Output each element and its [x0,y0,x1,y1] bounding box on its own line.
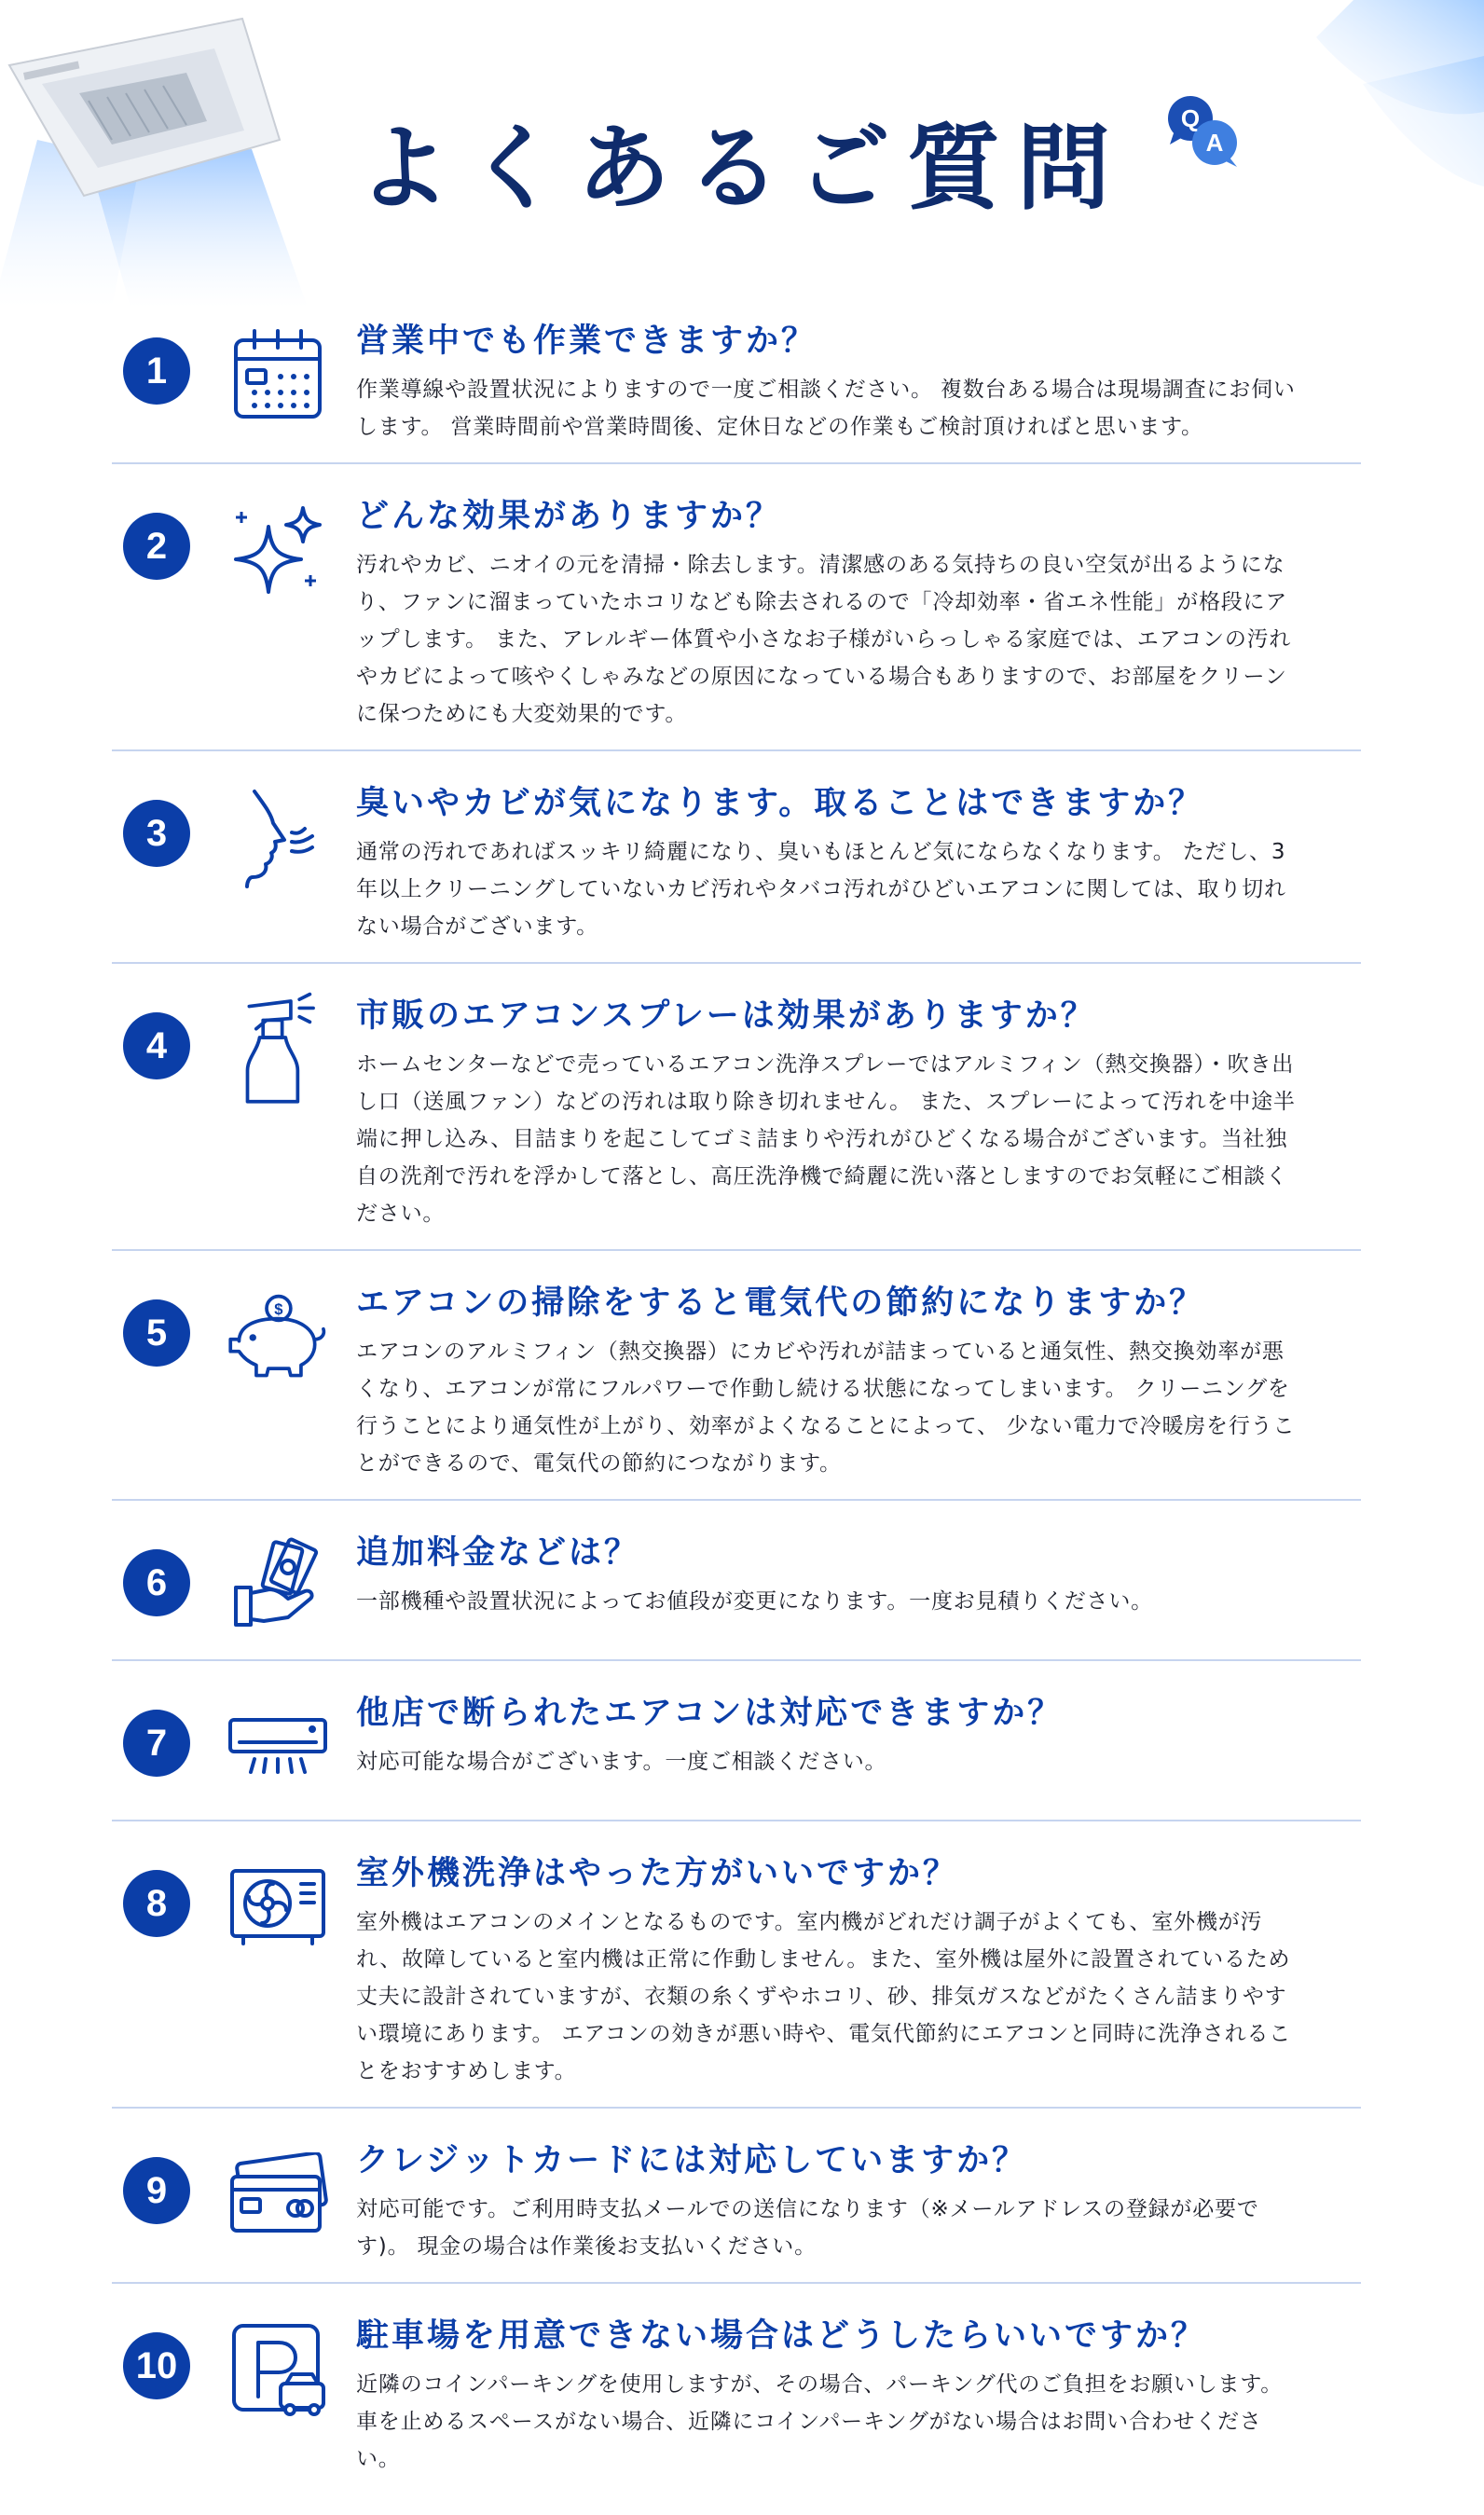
faq-answer: 作業導線や設置状況によりますので一度ご相談ください。 複数台ある場合は現場調査にお伺いします。 営業時間前や営業時間後、定休日などの作業もご検討頂ければと思います。 [356,378,1296,439]
faq-number: 1 [123,337,190,405]
faq-answer: ホームセンターなどで売っているエアコン洗浄スプレーではアルミフィン（熱交換器）・吹き出し口（送風ファン）などの汚れは取り除き切れません。 また、スプレーによって汚れを中途半端に押し込み、目詰まりを起こしてゴミ詰まりや汚れがひどくなる場合がございます。当社独自の洗剤で汚れを浮かして落とし、高圧洗浄機で綺麗に洗い落としますのでお気軽にご相談ください。 [356,1052,1296,1226]
faq-answer: 近隣のコインパーキングを使用しますが、その場合、パーキング代のご負担をお願いします。 車を止めるスペースがない場合、近隣にコインパーキングがない場合はお問い合わせください。 [356,2372,1284,2471]
faq-number: 3 [123,800,190,867]
faq-question: 他店で断られたエアコンは対応できますか？ [356,1695,1064,1732]
faq-item-2 [112,485,1361,751]
faq-item-3 [112,772,1361,964]
faq-question: 市販のエアコンスプレーは効果がありますか？ [356,997,1096,1035]
spray-bottle-icon [222,994,334,1106]
faq-number: 6 [123,1549,190,1616]
faq-question: 臭いやカビが気になります。取ることはできますか？ [356,785,1204,822]
faq-question: 追加料金などは？ [356,1534,640,1572]
faq-item-6 [112,1521,1361,1661]
faq-number: 7 [123,1710,190,1777]
faq-question: 営業中でも作業できますか？ [356,323,818,360]
air-conditioner-icon [222,1691,334,1803]
faq-question: どんな効果がありますか？ [356,498,782,535]
faq-number: 2 [123,513,190,580]
sparkle-icon [222,494,334,606]
faq-number: 8 [123,1870,190,1937]
faq-number: 10 [123,2332,190,2399]
faq-number: 9 [123,2157,190,2224]
faq-item-9 [112,2129,1361,2284]
faq-item-8 [112,1842,1361,2109]
faq-list [112,309,1361,2515]
faq-question: 駐車場を用意できない場合はどうしたらいいですか？ [356,2317,1207,2355]
faq-answer: 通常の汚れであればスッキリ綺麗になり、臭いもほとんど気にならなくなります。 ただし、3年以上クリーニングしていないカビ汚れやタバコ汚れがひどいエアコンに関しては、取り切れない場合がございます。 [356,840,1286,939]
page-header [0,93,1484,242]
faq-answer: 対応可能な場合がございます。一度ご相談ください。 [356,1750,887,1774]
faq-item-1 [112,309,1361,464]
badge-a: A [1205,129,1224,157]
faq-answer: 一部機種や設置状況によってお値段が変更になります。一度お見積りください。 [356,1589,1153,1614]
faq-item-10 [112,2304,1361,2494]
badge-q: Q [1180,104,1201,132]
money-hand-icon [222,1531,334,1642]
faq-question: 室外機洗浄はやった方がいいですか？ [356,1855,959,1892]
face-smell-icon [222,781,334,893]
faq-number: 4 [123,1012,190,1079]
piggy-bank-icon [222,1281,334,1393]
faq-answer: 室外機はエアコンのメインとなるものです。室内機がどれだけ調子がよくても、室外機が汚れ、故障していると室内機は正常に作動しません。また、室外機は屋外に設置されているため丈夫に設計されていますが、衣類の糸くずやホコリ、砂、排気ガスなどがたくさん詰まりやすい環境にあります。 エアコンの効きが悪い時や、電気代節約にエアコンと同時に洗浄されることをおすすめします。 [356,1910,1292,2083]
faq-question: エアコンの掃除をすると電気代の節約になりますか？ [356,1285,1205,1322]
faq-item-4 [112,984,1361,1251]
faq-question: クレジットカードには対応していますか？ [356,2142,1028,2179]
faq-number: 5 [123,1299,190,1367]
faq-answer: エアコンのアルミフィン（熱交換器）にカビや汚れが詰まっていると通気性、熱交換効率が悪くなり、エアコンが常にフルパワーで作動し続ける状態になってしまいます。 クリーニングを行うことにより通気性が上がり、効率がよくなることによって、 少ない電力で冷暖房を行うことができるので、電気代の節約につながります。 [356,1340,1296,1476]
parking-icon [222,2314,334,2426]
page-title: よくあるご質問 [357,113,1127,223]
faq-answer: 汚れやカビ、ニオイの元を清掃・除去します。清潔感のある気持ちの良い空気が出るようになり、ファンに溜まっていたホコリなども除去されるので「冷却効率・省エネ性能」が格段にアップします。 また、アレルギー体質や小さなお子様がいらっしゃる家庭では、エアコンの汚れやカビによって咳やくしゃみなどの原因になっている場合もありますので、お部屋をクリーンに保つためにも大変効果的です。 [356,553,1292,726]
faq-item-5 [112,1271,1361,1501]
outdoor-unit-icon [222,1851,334,1963]
svg-text:$: $ [274,1300,283,1318]
credit-card-icon [222,2138,334,2250]
faq-item-7 [112,1682,1361,1821]
qa-speech-bubble-icon [1161,89,1244,172]
calendar-icon [222,319,334,431]
faq-answer: 対応可能です。ご利用時支払メールでの送信になります（※メールアドレスの登録が必要です)。 現金の場合は作業後お支払いください。 [356,2197,1259,2259]
